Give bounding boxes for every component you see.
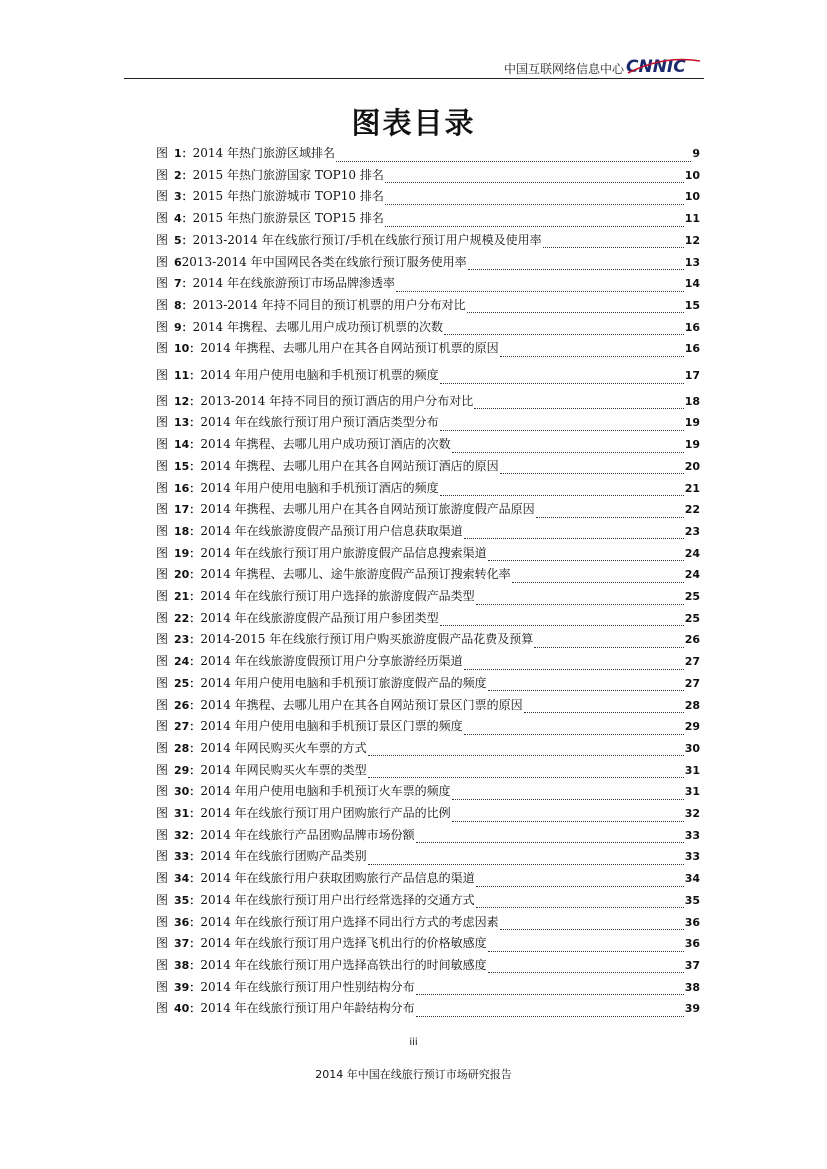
figure-title: 2014 年在线旅游度假产品预订用户参团类型	[200, 610, 439, 625]
dot-leader	[488, 680, 684, 691]
toc-entry[interactable]	[156, 738, 700, 758]
toc-entry[interactable]	[156, 695, 700, 715]
figure-prefix: 图	[156, 211, 169, 226]
figure-number: 31：	[174, 807, 201, 820]
figure-page: 23	[684, 524, 700, 538]
dot-leader	[452, 811, 684, 822]
figure-title: 2014 年网民购买火车票的方式	[200, 740, 367, 755]
dot-leader	[476, 876, 684, 887]
figure-title: 2014 年在线旅游度假预订用户分享旅游经历渠道	[200, 654, 463, 669]
toc-entry[interactable]	[156, 629, 700, 649]
figure-page: 19	[684, 438, 700, 452]
figure-prefix: 图	[156, 849, 169, 864]
figure-prefix: 图	[156, 276, 169, 291]
figure-page: 11	[684, 212, 700, 226]
dot-leader	[464, 659, 684, 670]
figure-number: 25：	[174, 676, 201, 690]
figure-prefix: 图	[156, 697, 169, 712]
organization-name: 中国互联网络信息中心	[503, 62, 624, 76]
figure-prefix: 图	[156, 784, 169, 799]
figure-title: 2014 年在线旅行预订用户选择飞机出行的价格敏感度	[200, 936, 487, 951]
figure-title: 2014 年在线旅行用户获取团购旅行产品信息的渠道	[200, 871, 475, 886]
dot-leader	[536, 507, 684, 518]
dot-leader	[452, 442, 684, 453]
figure-page: 22	[684, 503, 700, 517]
toc-entry[interactable]	[156, 143, 700, 163]
figure-page: 10	[684, 190, 700, 204]
figure-number: 14：	[174, 438, 201, 452]
figure-number: 8：	[174, 298, 193, 312]
dot-leader	[468, 259, 684, 270]
figure-prefix: 图	[156, 827, 169, 842]
figure-prefix: 图	[156, 189, 169, 204]
dot-leader	[385, 172, 684, 183]
figure-prefix: 图	[156, 654, 169, 669]
figure-number: 4：	[174, 212, 193, 226]
toc-entry[interactable]	[156, 543, 700, 563]
figure-page: 9	[692, 147, 700, 160]
dot-leader	[440, 373, 684, 384]
figure-title: 2014 年用户使用电脑和手机预订火车票的频度	[200, 784, 451, 799]
toc-entry[interactable]	[156, 478, 700, 498]
figure-title: 2013-2014 年在线旅行预订/手机在线旅行预订用户规模及使用率	[192, 232, 542, 247]
toc-entry[interactable]	[156, 912, 700, 932]
figure-number: 40：	[174, 1002, 201, 1016]
figure-number: 27：	[174, 720, 201, 734]
figure-prefix: 图	[156, 589, 169, 603]
figure-title: 2014 年携程、去哪儿用户成功预订酒店的次数	[200, 437, 451, 452]
figure-number: 7：	[174, 277, 193, 291]
dot-leader	[467, 302, 684, 313]
toc-entry[interactable]	[156, 998, 700, 1018]
dot-leader	[500, 919, 684, 930]
figure-title: 2014 年用户使用电脑和手机预订机票的频度	[200, 368, 439, 382]
figure-number: 6	[174, 255, 182, 269]
figure-page: 33	[684, 828, 700, 842]
figure-prefix: 图	[156, 762, 169, 777]
figure-number: 21：	[174, 590, 201, 603]
figure-prefix: 图	[156, 502, 169, 517]
figure-title: 2014-2015 年在线旅行预订用户购买旅游度假产品花费及预算	[200, 632, 534, 647]
figure-page: 26	[684, 633, 700, 647]
cnnic-logo	[626, 57, 702, 75]
figure-page: 24	[684, 568, 700, 582]
figure-title: 2014 年携程、去哪儿用户成功预订机票的次数	[192, 319, 444, 334]
page-number: iii	[409, 1037, 418, 1048]
figure-page: 28	[684, 698, 700, 712]
dot-leader	[368, 745, 684, 756]
figure-prefix: 图	[156, 936, 169, 951]
figure-prefix: 图	[156, 146, 169, 160]
figure-page: 16	[684, 320, 700, 334]
dot-leader	[476, 594, 684, 605]
figure-title: 2014 年在线旅行预订用户选择的旅游度假产品类型	[200, 589, 475, 603]
dot-leader	[488, 962, 684, 973]
figure-number: 1：	[174, 147, 193, 160]
dot-leader	[385, 216, 684, 227]
figure-number: 39：	[174, 980, 201, 994]
dot-leader	[452, 789, 684, 800]
toc-entry[interactable]	[156, 391, 700, 411]
figure-page: 12	[684, 233, 700, 247]
figure-prefix: 图	[156, 914, 169, 929]
dot-leader	[464, 528, 684, 539]
toc-entry[interactable]	[156, 434, 700, 454]
figure-title: 2014 年在线旅行预订用户出行经常选择的交通方式	[200, 892, 475, 907]
figure-prefix: 图	[156, 480, 169, 495]
figure-title: 2014 年携程、去哪儿用户在其各自网站预订景区门票的原因	[200, 697, 523, 712]
dot-leader	[543, 237, 684, 248]
figure-page: 17	[684, 369, 700, 382]
dot-leader	[500, 463, 684, 474]
toc-entry[interactable]	[156, 521, 700, 541]
toc-entry[interactable]	[156, 273, 700, 293]
figure-title: 2014 年携程、去哪儿用户在其各自网站预订机票的原因	[200, 341, 499, 356]
figure-number: 32：	[174, 828, 201, 842]
figure-title: 2014 年在线旅行预订用户选择不同出行方式的考虑因素	[200, 914, 499, 929]
dot-leader	[512, 572, 684, 583]
figure-number: 16：	[174, 481, 201, 495]
figure-number: 10：	[174, 342, 201, 356]
page-header	[124, 54, 704, 79]
dot-leader	[444, 324, 684, 335]
toc-entry[interactable]	[156, 673, 700, 693]
figure-page: 27	[684, 676, 700, 690]
figure-page: 24	[684, 546, 700, 560]
toc-entry[interactable]	[156, 499, 700, 519]
figure-prefix: 图	[156, 319, 169, 334]
figure-prefix: 图	[156, 254, 169, 269]
figure-prefix: 图	[156, 523, 169, 538]
figure-title: 2014 年用户使用电脑和手机预订旅游度假产品的频度	[200, 675, 487, 690]
figure-page: 31	[684, 785, 700, 799]
toc-entry[interactable]	[156, 412, 700, 432]
figure-prefix: 图	[156, 806, 169, 820]
dot-leader	[464, 724, 684, 735]
toc-entry[interactable]	[156, 456, 700, 476]
figure-number: 38：	[174, 958, 201, 972]
dot-leader	[440, 615, 684, 626]
figure-title: 2015 年热门旅游景区 TOP15 排名	[192, 211, 384, 226]
figure-page: 32	[684, 807, 700, 820]
dot-leader	[474, 398, 683, 409]
figure-number: 30：	[174, 785, 201, 799]
figure-prefix: 图	[156, 892, 169, 907]
figure-prefix: 图	[156, 437, 169, 452]
figure-prefix: 图	[156, 167, 169, 182]
figure-title: 2014 年携程、去哪儿用户在其各自网站预订酒店的原因	[200, 458, 499, 473]
toc-entry[interactable]	[156, 186, 700, 206]
dot-leader	[385, 194, 684, 205]
toc-entry[interactable]	[156, 803, 700, 823]
figure-number: 24：	[174, 655, 201, 669]
figure-number: 22：	[174, 611, 201, 625]
dot-leader	[534, 637, 683, 648]
toc-entry[interactable]	[156, 165, 700, 185]
toc-entry[interactable]	[156, 868, 700, 888]
figure-number: 12：	[174, 394, 201, 408]
figure-title: 2014 年在线旅行预订用户年龄结构分布	[200, 1001, 415, 1016]
page-title: 图表目录	[351, 106, 476, 140]
figure-prefix: 图	[156, 871, 169, 886]
figure-title: 2014 年在线旅行预订用户旅游度假产品信息搜索渠道	[200, 545, 487, 560]
figure-number: 35：	[174, 893, 201, 907]
toc-entry[interactable]	[156, 760, 700, 780]
figure-number: 5：	[174, 233, 193, 247]
figure-title: 2013-2014 年持不同目的预订机票的用户分布对比	[192, 297, 466, 312]
figure-page: 36	[684, 937, 700, 951]
toc-entry[interactable]	[156, 716, 700, 736]
toc-entry[interactable]	[156, 825, 700, 845]
toc-entry[interactable]	[156, 208, 700, 228]
figure-title: 2013-2014 年持不同目的预订酒店的用户分布对比	[200, 393, 474, 408]
toc-entry[interactable]	[156, 564, 700, 584]
figure-prefix: 图	[156, 297, 169, 312]
figure-page: 18	[684, 394, 700, 408]
figure-number: 17：	[174, 503, 201, 517]
figure-page: 14	[684, 277, 700, 291]
dot-leader	[368, 854, 684, 865]
figure-number: 18：	[174, 524, 201, 538]
dot-leader	[488, 941, 684, 952]
figure-page: 16	[684, 342, 700, 356]
figure-title: 2014 年在线旅行预订用户团购旅行产品的比例	[200, 806, 451, 820]
figure-number: 33：	[174, 850, 201, 864]
figure-number: 26：	[174, 698, 201, 712]
toc-entry[interactable]	[156, 933, 700, 953]
figure-prefix: 图	[156, 632, 169, 647]
figure-title: 2015 年热门旅游国家 TOP10 排名	[192, 167, 384, 182]
toc-entry[interactable]	[156, 977, 700, 997]
figure-title: 2014 年用户使用电脑和手机预订景区门票的频度	[200, 719, 463, 734]
figure-page: 29	[684, 720, 700, 734]
toc-entry[interactable]	[156, 230, 700, 250]
figure-title: 2014 年热门旅游区域排名	[192, 146, 336, 160]
toc-entry[interactable]	[156, 651, 700, 671]
figure-title: 2014 年携程、去哪儿用户在其各自网站预订旅游度假产品原因	[200, 502, 535, 517]
dot-leader	[488, 550, 684, 561]
figure-page: 31	[684, 763, 700, 777]
dot-leader	[368, 767, 684, 778]
toc-entry[interactable]	[156, 586, 700, 606]
figure-title: 2014 年用户使用电脑和手机预订酒店的频度	[200, 480, 439, 495]
dot-leader	[336, 151, 691, 162]
toc-entry[interactable]	[156, 781, 700, 801]
figure-number: 34：	[174, 872, 201, 886]
figure-prefix: 图	[156, 979, 169, 994]
figure-number: 28：	[174, 741, 201, 755]
toc-entry[interactable]	[156, 295, 700, 315]
figure-number: 19：	[174, 546, 201, 560]
dot-leader	[440, 420, 684, 431]
figure-prefix: 图	[156, 341, 169, 356]
figure-page: 33	[684, 850, 700, 864]
figure-number: 15：	[174, 459, 201, 473]
figure-number: 9：	[174, 320, 193, 334]
figure-page: 25	[684, 611, 700, 625]
dot-leader	[416, 984, 684, 995]
figure-prefix: 图	[156, 567, 169, 582]
figure-prefix: 图	[156, 740, 169, 755]
figure-number: 3：	[174, 190, 193, 204]
dot-leader	[500, 346, 684, 357]
figure-title: 2014 年在线旅游预订市场品牌渗透率	[192, 276, 396, 291]
figure-page: 19	[684, 416, 700, 430]
figure-number: 20：	[174, 568, 201, 582]
dot-leader	[416, 832, 684, 843]
figure-title: 2014 年网民购买火车票的类型	[200, 762, 367, 777]
figure-page: 30	[684, 741, 700, 755]
figure-prefix: 图	[156, 393, 169, 408]
figure-page: 21	[684, 481, 700, 495]
figure-page: 10	[684, 168, 700, 182]
figure-title: 2014 年携程、去哪儿、途牛旅游度假产品预订搜索转化率	[200, 567, 511, 582]
figure-page: 34	[684, 872, 700, 886]
dot-leader	[476, 897, 684, 908]
figure-prefix: 图	[156, 610, 169, 625]
figure-page: 38	[684, 980, 700, 994]
figure-page: 27	[684, 655, 700, 669]
figure-page: 39	[684, 1002, 700, 1016]
figure-number: 37：	[174, 937, 201, 951]
figure-number: 29：	[174, 763, 201, 777]
toc-entry[interactable]	[156, 955, 700, 975]
figure-prefix: 图	[156, 458, 169, 473]
figure-title: 2014 年在线旅行预订用户预订酒店类型分布	[200, 415, 439, 430]
figure-prefix: 图	[156, 675, 169, 690]
figure-title: 2015 年热门旅游城市 TOP10 排名	[192, 189, 384, 204]
figure-number: 36：	[174, 915, 201, 929]
figure-page: 13	[684, 255, 700, 269]
figure-page: 20	[684, 459, 700, 473]
dot-leader	[440, 485, 684, 496]
figure-title: 2014 年在线旅行预订用户选择高铁出行的时间敏感度	[200, 957, 487, 972]
figure-prefix: 图	[156, 719, 169, 734]
figure-prefix: 图	[156, 545, 169, 560]
svg-text:CNNIC: CNNIC	[626, 57, 686, 75]
toc-entry[interactable]	[156, 846, 700, 866]
figure-prefix: 图	[156, 1001, 169, 1016]
figure-title: 2014 年在线旅行团购产品类别	[200, 849, 367, 864]
figure-prefix: 图	[156, 957, 169, 972]
page-footer: 2014 年中国在线旅行预订市场研究报告	[315, 1068, 512, 1081]
figure-prefix: 图	[156, 368, 169, 382]
figure-title: 2013-2014 年中国网民各类在线旅行预订服务使用率	[181, 254, 467, 269]
figure-prefix: 图	[156, 232, 169, 247]
figure-number: 23：	[174, 633, 201, 647]
figure-page: 37	[684, 958, 700, 972]
toc-entry[interactable]	[156, 317, 700, 337]
toc-entry[interactable]	[156, 365, 700, 385]
figure-page: 35	[684, 893, 700, 907]
dot-leader	[396, 281, 684, 292]
figure-page: 36	[684, 915, 700, 929]
figure-page: 25	[684, 590, 700, 603]
figure-number: 13：	[174, 416, 201, 430]
figure-number: 11：	[174, 369, 201, 382]
toc-entry[interactable]	[156, 890, 700, 910]
figure-title: 2014 年在线旅行预订用户性别结构分布	[200, 979, 415, 994]
dot-leader	[524, 702, 684, 713]
dot-leader	[416, 1006, 684, 1017]
figure-page: 15	[684, 298, 700, 312]
figure-prefix: 图	[156, 415, 169, 430]
toc-entry[interactable]	[156, 338, 700, 358]
figure-title: 2014 年在线旅游度假产品预订用户信息获取渠道	[200, 523, 463, 538]
figure-number: 2：	[174, 168, 193, 182]
toc-entry[interactable]	[156, 252, 700, 272]
figure-title: 2014 年在线旅行产品团购品牌市场份额	[200, 827, 415, 842]
toc-entry[interactable]	[156, 608, 700, 628]
